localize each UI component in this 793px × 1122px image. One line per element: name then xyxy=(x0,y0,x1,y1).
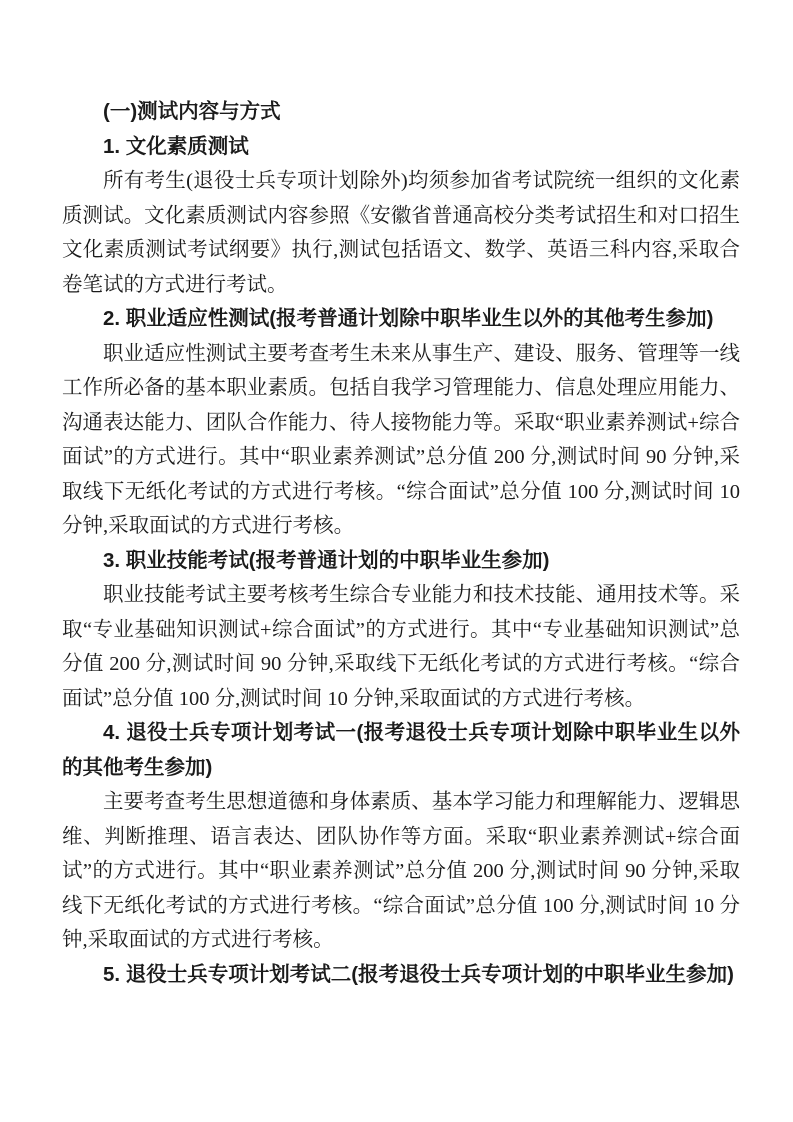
section-title: (一)测试内容与方式 xyxy=(103,100,281,123)
heading-veteran-special-plan-exam-two: 5. 退役士兵专项计划考试二(报考退役士兵专项计划的中职毕业生参加) xyxy=(103,962,734,986)
heading-culture-quality-test: 1. 文化素质测试 xyxy=(103,134,249,158)
heading-veteran-special-plan-exam-one: 4. 退役士兵专项计划考试一(报考退役士兵专项计划除中职毕业生以外的其他考生参加) xyxy=(62,721,740,779)
paragraph-veteran-special-plan-exam-one: 主要考查考生思想道德和身体素质、基本学习能力和理解能力、逻辑思维、判断推理、语言表达、团队协作等方面。采取“职业素养测试+综合面试”的方式进行。其中“职业素养测试”总分值 200 分,测试时间 90 分钟,采取线下无纸化考试的方式进行考核。“综合面试”总分值 100 分,测试时间 10 分钟,采取面试的方式进行考核。 xyxy=(62,791,740,951)
paragraph-vocational-aptitude-test: 职业适应性测试主要考查考生未来从事生产、建设、服务、管理等一线工作所必备的基本职业素质。包括自我学习管理能力、信息处理应用能力、沟通表达能力、团队合作能力、待人接物能力等。采取“职业素养测试+综合面试”的方式进行。其中“职业素养测试”总分值 200 分,测试时间 90 分钟,采取线下无纸化考试的方式进行考核。“综合面试”总分值 100 分,测试时间 10 分钟,采取面试的方式进行考核。 xyxy=(62,342,740,537)
paragraph-vocational-skills-exam: 职业技能考试主要考核考生综合专业能力和技术技能、通用技术等。采取“专业基础知识测试+综合面试”的方式进行。其中“专业基础知识测试”总分值 200 分,测试时间 90 分钟,采取线下无纸化考试的方式进行考核。“综合面试”总分值 100 分,测试时间 10 分钟,采取面试的方式进行考核。 xyxy=(62,584,740,710)
paragraph-culture-quality-test: 所有考生(退役士兵专项计划除外)均须参加省考试院统一组织的文化素质测试。文化素质测试内容参照《安徽省普通高校分类考试招生和对口招生文化素质测试考试纲要》执行,测试包括语文、数学、英语三科内容,采取合卷笔试的方式进行考试。 xyxy=(62,170,740,296)
heading-vocational-aptitude-test: 2. 职业适应性测试(报考普通计划除中职毕业生以外的其他考生参加) xyxy=(103,307,714,330)
heading-vocational-skills-exam: 3. 职业技能考试(报考普通计划的中职毕业生参加) xyxy=(103,548,550,572)
